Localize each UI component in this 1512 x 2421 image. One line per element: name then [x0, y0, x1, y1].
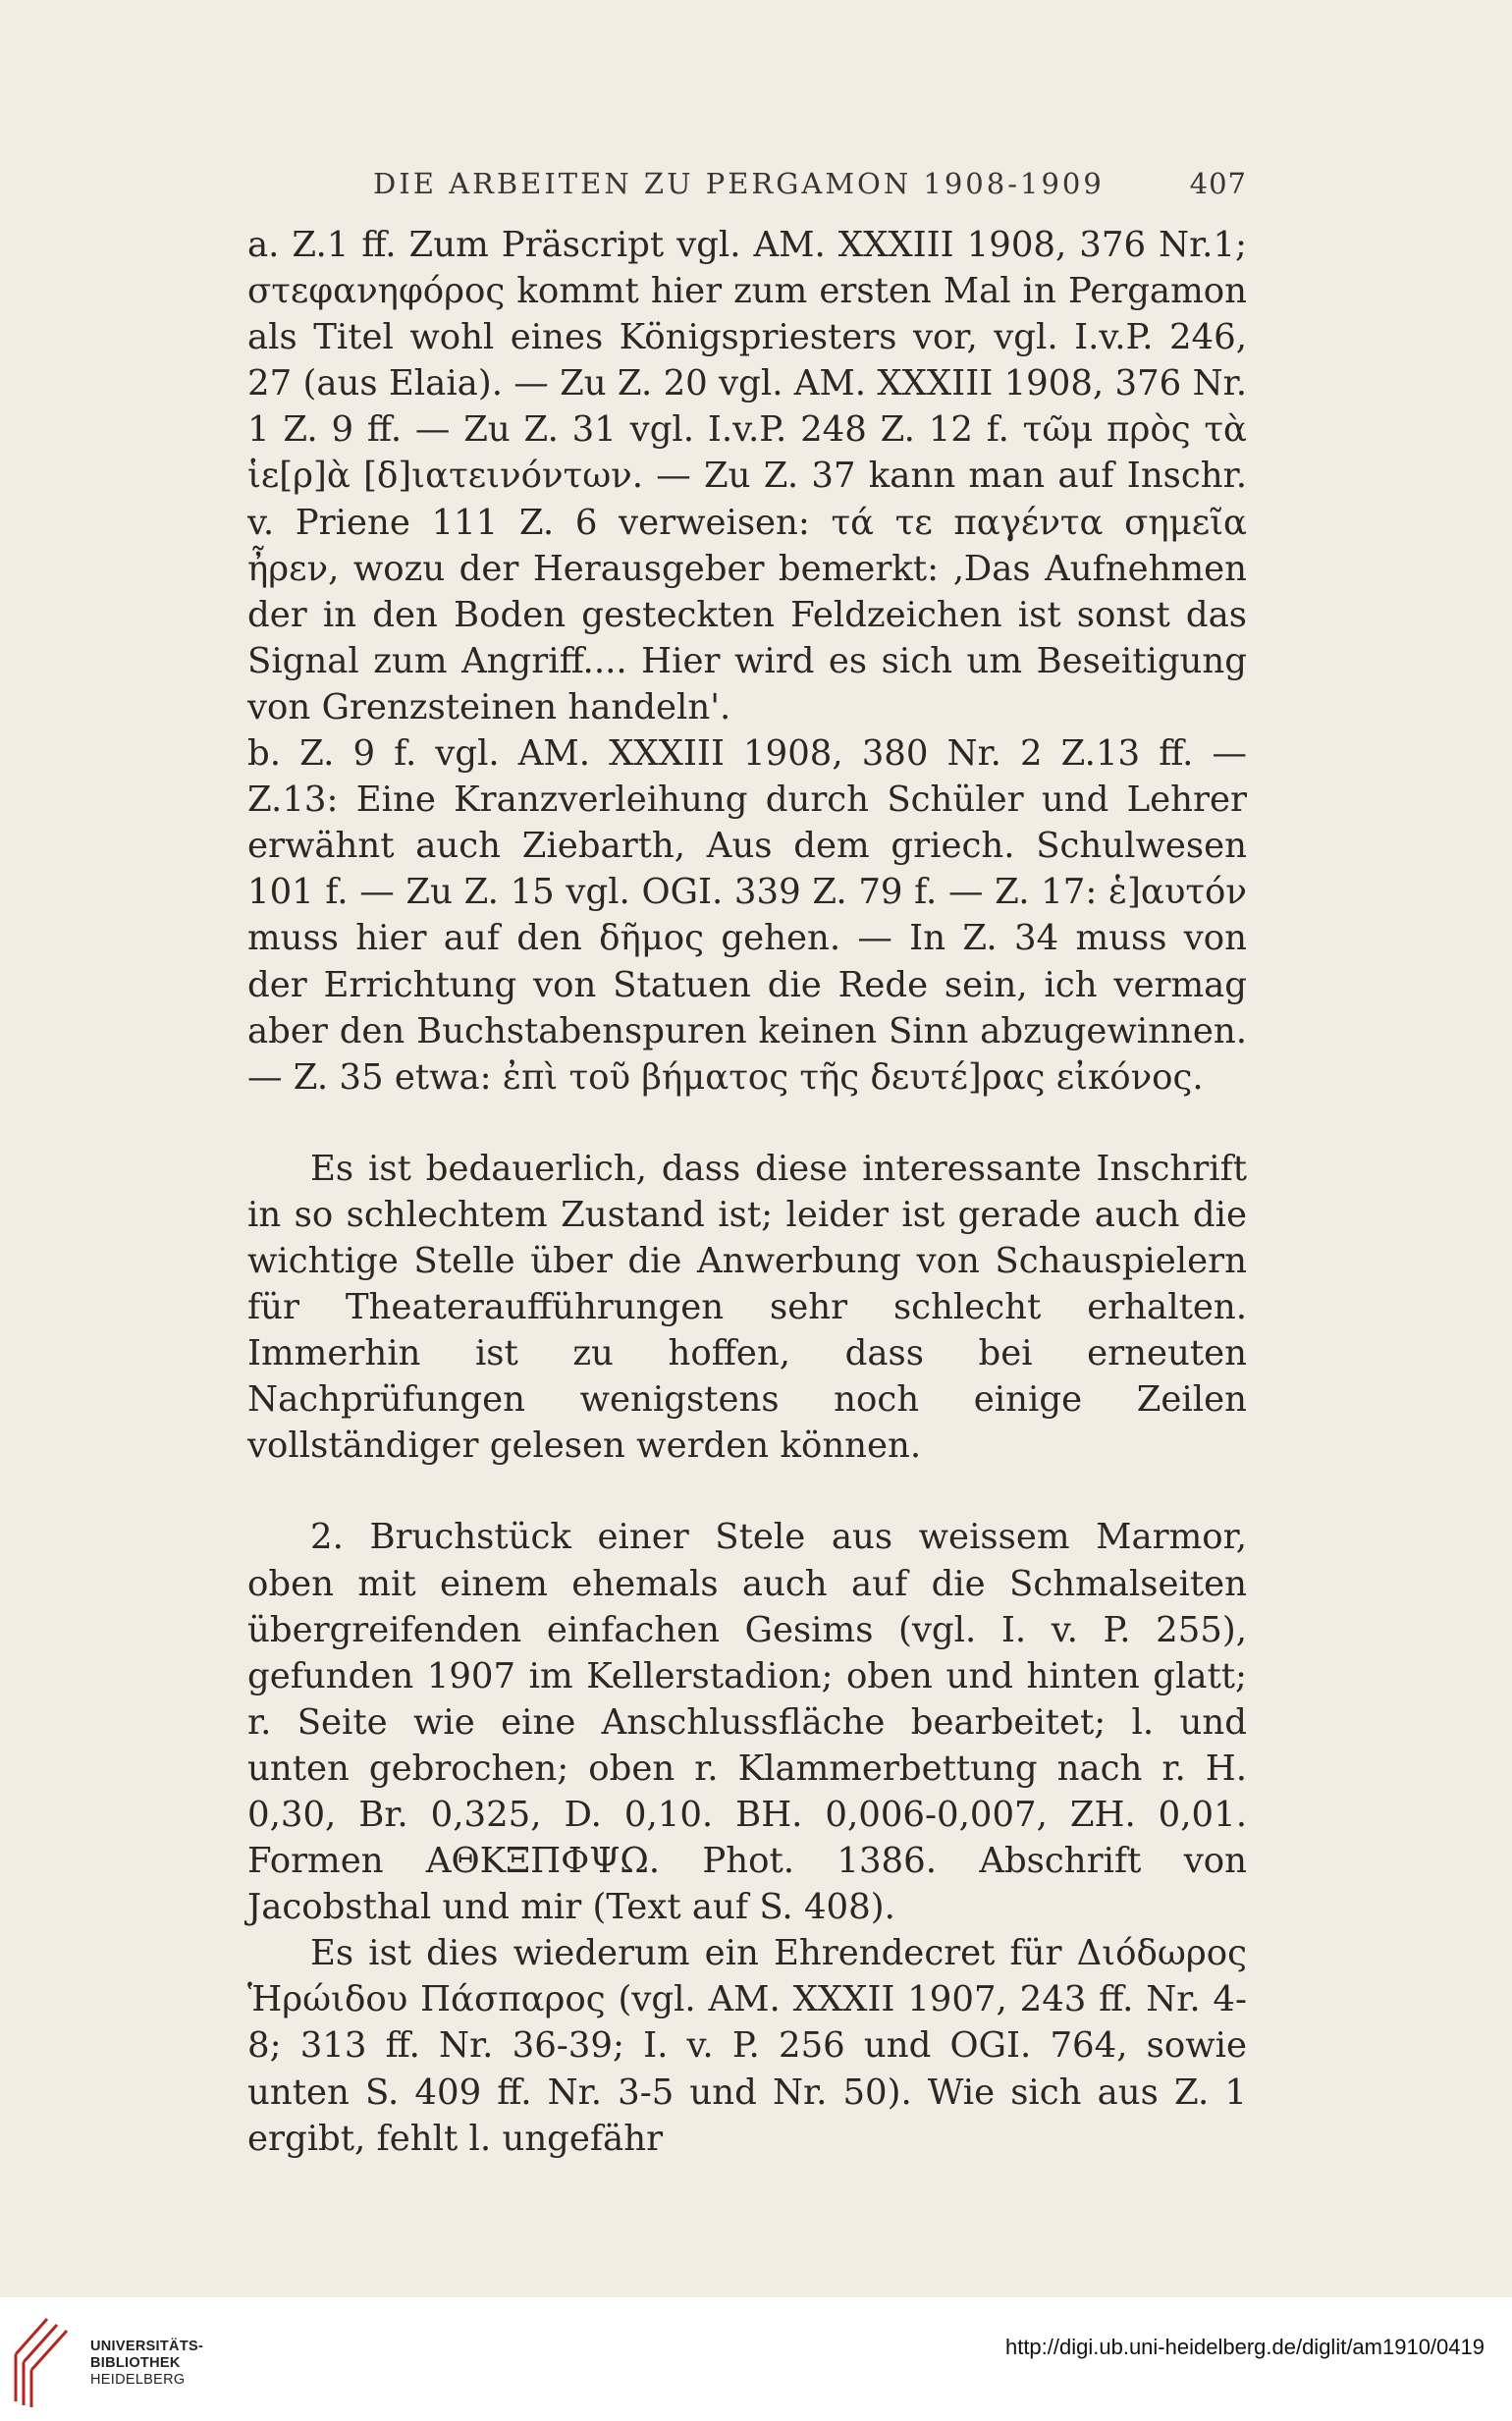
- running-title: DIE ARBEITEN ZU PERGAMON 1908-1909: [373, 167, 1105, 200]
- page-body: [247, 222, 1247, 2162]
- library-name: [90, 2339, 203, 2389]
- library-name-line1: UNIVERSITÄTS-: [90, 2339, 204, 2354]
- library-name-line3: HEIDELBERG: [90, 2372, 186, 2388]
- running-header: [373, 167, 1247, 200]
- library-name-line2: BIBLIOTHEK: [90, 2355, 181, 2371]
- paragraph-honorary-decree: Es ist dies wiederum ein Ehrendecret für Διόδωρος Ἡρώιδου Πάσπαρος (vgl. AM. XXXII 1907, 243 ff. Nr. 4-8; 313 ff. Nr. 36-39; I. v. P. 256 und OGI. 764, sowie unten S. 409 ff. Nr. 3-5 und Nr. 50). Wie sich aus Z. 1 ergibt, fehlt l. ungefähr: [247, 1933, 1247, 2159]
- university-library-logo-icon: [12, 2311, 73, 2409]
- paragraph-note-b: b. Z. 9 f. vgl. AM. XXXIII 1908, 380 Nr. 2 Z.13 ff. — Z.13: Eine Kranzverleihung durch Schüler und Lehrer erwähnt auch Ziebarth, Aus dem griech. Schulwesen 101 f. — Zu Z. 15 vgl. OGI. 339 Z. 79 f. — Z. 17: ἑ]αυτόν muss hier auf den δῆμος gehen. — In Z. 34 muss von der Errichtung von Statuen die Rede sein, ich vermag aber den Buchstabenspuren keinen Sinn abzugewinnen. — Z. 35 etwa: ἐπὶ τοῦ βήματος τῆς δευτέ]ρας εἰκόνος.: [247, 733, 1247, 1098]
- source-url[interactable]: http://digi.ub.uni-heidelberg.de/diglit/am1910/0419: [1004, 2335, 1485, 2359]
- paragraph-commentary: Es ist bedauerlich, dass diese interessante Inschrift in so schlechtem Zustand ist; leider ist gerade auch die wichtige Stelle über die Anwerbung von Schauspielern für Theateraufführungen sehr schlecht erhalten. Immerhin ist zu hoffen, dass bei erneuten Nachprüfungen wenigstens noch einige Zeilen vollständiger gelesen werden können.: [247, 1148, 1247, 1467]
- digitization-footer: [0, 2297, 1512, 2421]
- paragraph-item-2: 2. Bruchstück einer Stele aus weissem Marmor, oben mit einem ehemals auch auf die Schmalseiten übergreifenden einfachen Gesims (vgl. I. v. P. 255), gefunden 1907 im Kellerstadion; oben und hinten glatt; r. Seite wie eine Anschlussfläche bearbeitet; l. und unten gebrochen; oben r. Klammerbettung nach r. H. 0,30, Br. 0,325, D. 0,10. BH. 0,006-0,007, ZH. 0,01. Formen ΑΘΚΞΠΦΨΩ. Phot. 1386. Abschrift von Jacobsthal und mir (Text auf S. 408).: [247, 1517, 1247, 1928]
- paragraph-note-a: a. Z.1 ff. Zum Präscript vgl. AM. XXXIII 1908, 376 Nr.1; στεφανηφόρος kommt hier zum ersten Mal in Pergamon als Titel wohl eines Königspriesters vor, vgl. I.v.P. 246, 27 (aus Elaia). — Zu Z. 20 vgl. AM. XXXIII 1908, 376 Nr. 1 Z. 9 ff. — Zu Z. 31 vgl. I.v.P. 248 Z. 12 f. τῶμ πρὸς τὰ ἱε[ρ]ὰ [δ]ιατεινόντων. — Zu Z. 37 kann man auf Inschr. v. Priene 111 Z. 6 verweisen: τά τε παγέντα σημεῖα ἦρεν, wozu der Herausgeber bemerkt: ‚Das Aufnehmen der in den Boden gesteckten Feldzeichen ist sonst das Signal zum Angriff.... Hier wird es sich um Beseitigung von Grenzsteinen handeln'.: [247, 225, 1247, 727]
- page-number: 407: [1189, 167, 1247, 200]
